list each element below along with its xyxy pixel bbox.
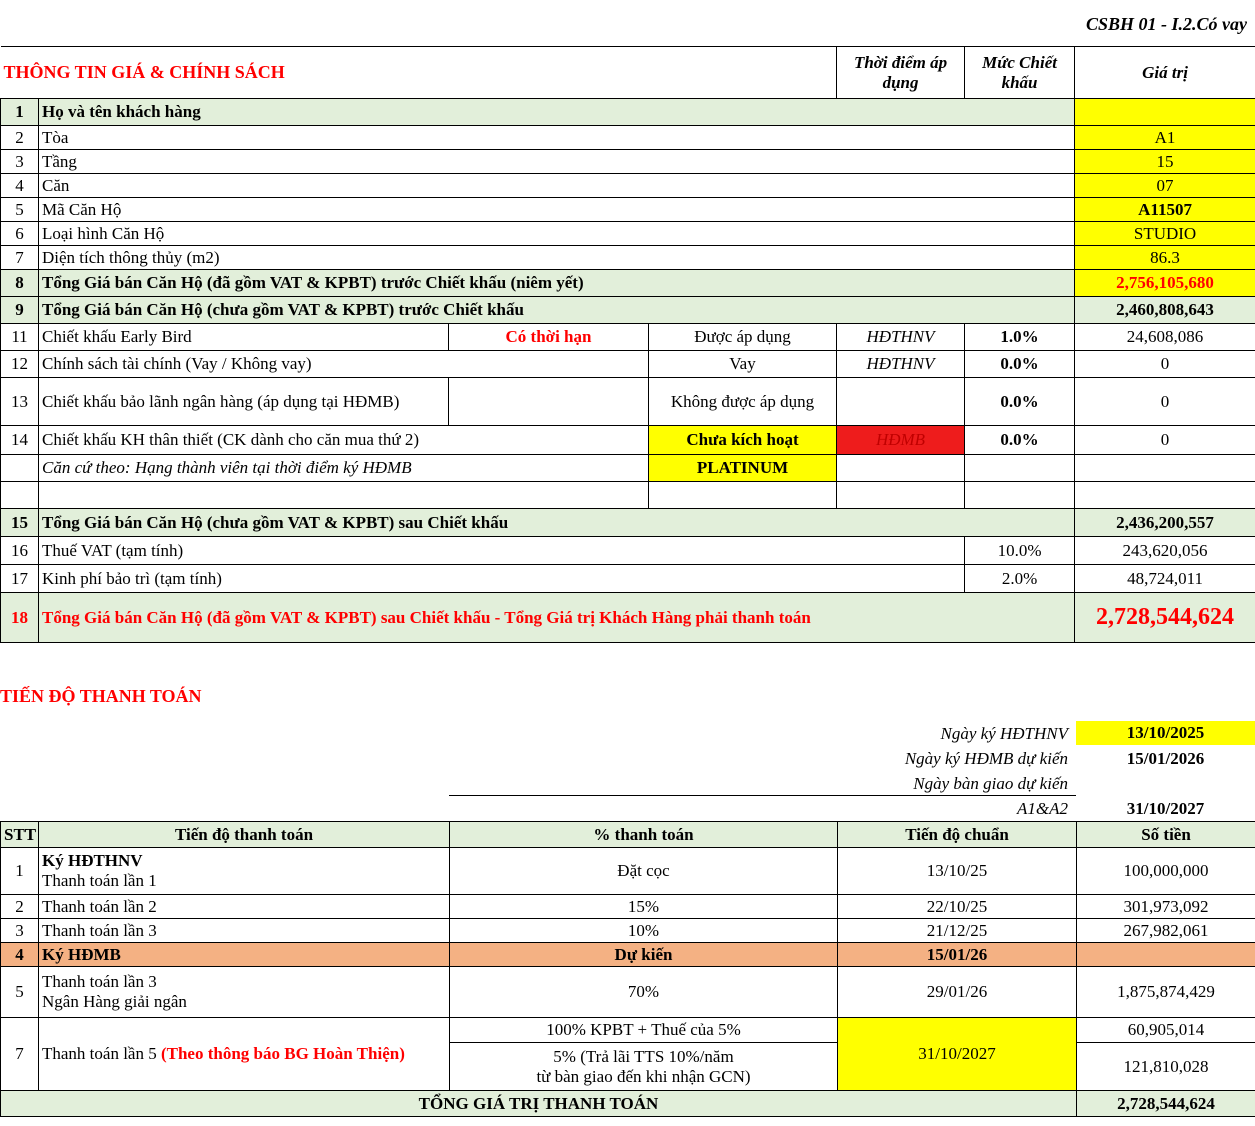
table-cell: Dự kiến bbox=[450, 943, 838, 967]
table-cell: Tòa bbox=[39, 126, 1075, 150]
table-cell: Tổng Giá bán Căn Hộ (đã gồm VAT & KPBT) trước Chiết khấu (niêm yết) bbox=[39, 270, 1075, 297]
table-cell: Mã Căn Hộ bbox=[39, 198, 1075, 222]
table-cell: Ký HĐMB bbox=[39, 943, 450, 967]
date-label: Ngày bàn giao dự kiến bbox=[913, 774, 1068, 793]
table-cell: Họ và tên khách hàng bbox=[39, 99, 1075, 126]
table-row bbox=[1, 943, 1255, 967]
table-cell: 0.0% bbox=[965, 426, 1075, 455]
price-before-discount: 2,460,808,643 bbox=[1075, 297, 1255, 324]
col-rate-header: Mức Chiết khấu bbox=[965, 47, 1075, 99]
price-after-discount: 2,436,200,557 bbox=[1075, 509, 1255, 537]
table-cell: 18 bbox=[1, 593, 39, 643]
table-cell: 15/01/26 bbox=[838, 943, 1077, 967]
grand-total: 2,728,544,624 bbox=[1075, 593, 1255, 643]
table-cell: 5 bbox=[1, 198, 39, 222]
table-cell: 0.0% bbox=[965, 378, 1075, 426]
table-cell: 15% bbox=[450, 895, 838, 919]
table-cell: 2 bbox=[1, 126, 39, 150]
table-cell: 9 bbox=[1, 297, 39, 324]
table-cell: 2 bbox=[1, 895, 39, 919]
floor-field[interactable]: 15 bbox=[1075, 150, 1255, 174]
section-title-payment: TIẾN ĐỘ THANH TOÁN bbox=[0, 686, 202, 706]
table-cell bbox=[965, 455, 1075, 482]
table-cell: Ký HĐTHNV Thanh toán lần 1 bbox=[39, 848, 450, 895]
section-title-info: THÔNG TIN GIÁ & CHÍNH SÁCH bbox=[1, 47, 837, 99]
col-value-header: Giá trị bbox=[1075, 47, 1255, 99]
table-cell: 4 bbox=[1, 943, 39, 967]
tower-field[interactable]: A1 bbox=[1075, 126, 1255, 150]
table-cell: 121,810,028 bbox=[1077, 1043, 1255, 1091]
table-cell: 10% bbox=[450, 919, 838, 943]
table-cell: Thanh toán lần 5 (Theo thông báo BG Hoàn Thiện) bbox=[39, 1018, 450, 1091]
loyalty-status: Chưa kích hoạt bbox=[649, 426, 837, 455]
table-cell: 70% bbox=[450, 967, 838, 1018]
info-row bbox=[1, 378, 1255, 426]
table-row bbox=[1, 848, 1255, 895]
table-cell bbox=[1, 455, 39, 482]
table-cell: 0 bbox=[1075, 351, 1255, 378]
table-cell: 5 bbox=[1, 967, 39, 1018]
info-row bbox=[1, 222, 1255, 246]
payment-total: 2,728,544,624 bbox=[1077, 1091, 1255, 1117]
table-cell: 4 bbox=[1, 174, 39, 198]
table-cell: Thuế VAT (tạm tính) bbox=[39, 537, 965, 565]
table-cell: Chiết khấu Early Bird bbox=[39, 324, 449, 351]
table-cell: 1 bbox=[1, 848, 39, 895]
table-cell: 7 bbox=[1, 1018, 39, 1091]
date-label: A1&A2 bbox=[1017, 799, 1068, 818]
table-cell: 15 bbox=[1, 509, 39, 537]
info-row bbox=[1, 297, 1255, 324]
table-cell: Vay bbox=[649, 351, 837, 378]
info-row bbox=[1, 537, 1255, 565]
table-cell: 14 bbox=[1, 426, 39, 455]
table-cell: 29/01/26 bbox=[838, 967, 1077, 1018]
table-cell: Đặt cọc bbox=[450, 848, 838, 895]
info-row bbox=[1, 174, 1255, 198]
col-header: STT bbox=[1, 822, 39, 848]
table-cell bbox=[837, 455, 965, 482]
vat-value: 243,620,056 bbox=[1075, 537, 1255, 565]
table-cell: 22/10/25 bbox=[838, 895, 1077, 919]
table-cell: Thanh toán lần 3 bbox=[39, 919, 450, 943]
table-row bbox=[1, 919, 1255, 943]
table-cell: 0 bbox=[1075, 378, 1255, 426]
table-cell: 0.0% bbox=[965, 351, 1075, 378]
table-cell: 11 bbox=[1, 324, 39, 351]
info-row bbox=[1, 198, 1255, 222]
table-cell: Loại hình Căn Hộ bbox=[39, 222, 1075, 246]
early-bird-note: Có thời hạn bbox=[449, 324, 649, 351]
handover-date: 31/10/2027 bbox=[1126, 799, 1205, 818]
table-cell: Thanh toán lần 3 Ngân Hàng giải ngân bbox=[39, 967, 450, 1018]
table-cell: 1 bbox=[1, 99, 39, 126]
table-cell bbox=[837, 378, 965, 426]
apartment-type: STUDIO bbox=[1075, 222, 1255, 246]
divider bbox=[449, 795, 1076, 796]
info-row bbox=[1, 270, 1255, 297]
date-label: Ngày ký HĐTHNV bbox=[940, 724, 1068, 743]
table-cell: Chính sách tài chính (Vay / Không vay) bbox=[39, 351, 649, 378]
table-cell: 10.0% bbox=[965, 537, 1075, 565]
table-cell: Chiết khấu KH thân thiết (CK dành cho căn mua thứ 2) bbox=[39, 426, 649, 455]
table-cell: 1.0% bbox=[965, 324, 1075, 351]
table-cell: 21/12/25 bbox=[838, 919, 1077, 943]
info-row bbox=[1, 509, 1255, 537]
info-row bbox=[1, 351, 1255, 378]
table-cell bbox=[1, 482, 39, 509]
table-cell: 13/10/25 bbox=[838, 848, 1077, 895]
membership-tier[interactable]: PLATINUM bbox=[649, 455, 837, 482]
info-row bbox=[1, 150, 1255, 174]
table-cell: Không được áp dụng bbox=[649, 378, 837, 426]
table-cell: 3 bbox=[1, 150, 39, 174]
table-cell bbox=[1075, 482, 1255, 509]
listed-price: 2,756,105,680 bbox=[1075, 270, 1255, 297]
table-cell: HĐTHNV bbox=[837, 351, 965, 378]
loyalty-time: HĐMB bbox=[837, 426, 965, 455]
table-row bbox=[1, 967, 1255, 1018]
table-cell: 7 bbox=[1, 246, 39, 270]
table-cell: 100% KPBT + Thuế của 5% bbox=[450, 1018, 838, 1043]
table-cell: Tổng Giá bán Căn Hộ (chưa gồm VAT & KPBT) trước Chiết khấu bbox=[39, 297, 1075, 324]
info-row bbox=[1, 126, 1255, 150]
table-cell: Tầng bbox=[39, 150, 1075, 174]
table-cell: Chiết khấu bảo lãnh ngân hàng (áp dụng tại HĐMB) bbox=[39, 378, 449, 426]
area-value: 86.3 bbox=[1075, 246, 1255, 270]
table-cell: 0 bbox=[1075, 426, 1255, 455]
table-cell: Diện tích thông thủy (m2) bbox=[39, 246, 1075, 270]
table-row bbox=[1, 1018, 1255, 1043]
col-time-header: Thời điểm áp dụng bbox=[837, 47, 965, 99]
final-payment-date[interactable]: 31/10/2027 bbox=[838, 1018, 1077, 1091]
table-cell: 8 bbox=[1, 270, 39, 297]
table-cell: 2.0% bbox=[965, 565, 1075, 593]
table-cell bbox=[1075, 455, 1255, 482]
table-cell bbox=[965, 482, 1075, 509]
table-cell: Được áp dụng bbox=[649, 324, 837, 351]
table-cell bbox=[837, 482, 965, 509]
table-cell: Thanh toán lần 2 bbox=[39, 895, 450, 919]
total-row bbox=[1, 1091, 1255, 1117]
table-cell: 301,973,092 bbox=[1077, 895, 1255, 919]
col-header: % thanh toán bbox=[450, 822, 838, 848]
table-row bbox=[1, 895, 1255, 919]
table-cell bbox=[449, 378, 649, 426]
info-row bbox=[1, 593, 1255, 643]
col-header: Tiến độ thanh toán bbox=[39, 822, 450, 848]
policy-code: CSBH 01 - I.2.Có vay bbox=[1085, 14, 1247, 34]
info-row bbox=[1, 99, 1255, 126]
date-label: Ngày ký HĐMB dự kiến bbox=[904, 749, 1068, 768]
maintenance-fee: 48,724,011 bbox=[1075, 565, 1255, 593]
info-row bbox=[1, 565, 1255, 593]
table-cell: Căn bbox=[39, 174, 1075, 198]
table-cell: 12 bbox=[1, 351, 39, 378]
table-cell: 5% (Trả lãi TTS 10%/năm từ bàn giao đến khi nhận GCN) bbox=[450, 1043, 838, 1091]
contract-date[interactable]: 13/10/2025 bbox=[1076, 721, 1255, 745]
info-row bbox=[1, 324, 1255, 351]
table-cell: 13 bbox=[1, 378, 39, 426]
table-cell: Căn cứ theo: Hạng thành viên tại thời điểm ký HĐMB bbox=[39, 455, 649, 482]
table-cell bbox=[39, 482, 649, 509]
info-row bbox=[1, 246, 1255, 270]
unit-field[interactable]: 07 bbox=[1075, 174, 1255, 198]
info-row bbox=[1, 455, 1255, 482]
sale-contract-date: 15/01/2026 bbox=[1126, 749, 1205, 768]
table-cell: 3 bbox=[1, 919, 39, 943]
customer-name-field[interactable] bbox=[1075, 99, 1255, 126]
payment-schedule-table bbox=[0, 821, 1255, 1117]
table-cell bbox=[649, 482, 837, 509]
table-cell: Kinh phí bảo trì (tạm tính) bbox=[39, 565, 965, 593]
table-cell: Tổng Giá bán Căn Hộ (đã gồm VAT & KPBT) sau Chiết khấu - Tổng Giá trị Khách Hàng phải thanh toán bbox=[39, 593, 1075, 643]
table-cell: 100,000,000 bbox=[1077, 848, 1255, 895]
table-cell: 6 bbox=[1, 222, 39, 246]
table-cell: 17 bbox=[1, 565, 39, 593]
table-cell: 1,875,874,429 bbox=[1077, 967, 1255, 1018]
info-row bbox=[1, 426, 1255, 455]
table-cell: 60,905,014 bbox=[1077, 1018, 1255, 1043]
table-cell: 267,982,061 bbox=[1077, 919, 1255, 943]
price-policy-table bbox=[0, 46, 1255, 643]
table-cell: Tổng Giá bán Căn Hộ (chưa gồm VAT & KPBT) sau Chiết khấu bbox=[39, 509, 1075, 537]
apartment-code: A11507 bbox=[1075, 198, 1255, 222]
table-cell: TỔNG GIÁ TRỊ THANH TOÁN bbox=[1, 1091, 1077, 1117]
table-cell: 24,608,086 bbox=[1075, 324, 1255, 351]
col-header: Tiến độ chuẩn bbox=[838, 822, 1077, 848]
table-cell bbox=[1077, 943, 1255, 967]
table-cell: 16 bbox=[1, 537, 39, 565]
col-header: Số tiền bbox=[1077, 822, 1255, 848]
table-cell: HĐTHNV bbox=[837, 324, 965, 351]
